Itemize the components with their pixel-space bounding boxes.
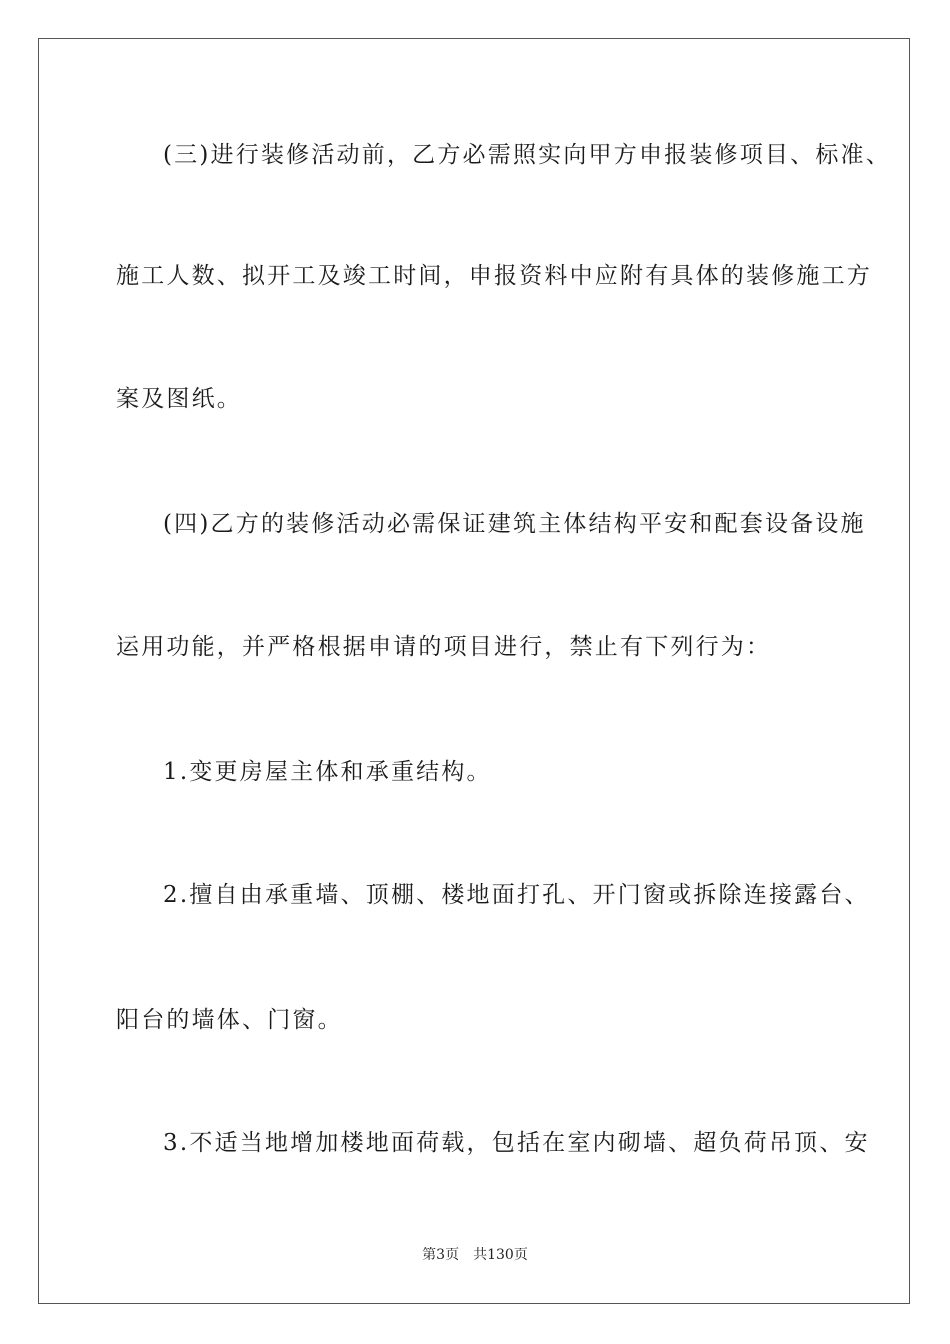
page-footer	[0, 1246, 950, 1264]
paragraph-line: 阳台的墙体、门窗。	[116, 1007, 343, 1033]
paragraph-line: 3.不适当地增加楼地面荷载，包括在室内砌墙、超负荷吊顶、安	[163, 1130, 870, 1156]
paragraph-line: 1.变更房屋主体和承重结构。	[163, 759, 492, 785]
paragraph-line: (四)乙方的装修活动必需保证建筑主体结构平安和配套设备设施	[163, 511, 866, 537]
paragraph-line: 运用功能，并严格根据申请的项目进行，禁止有下列行为：	[116, 634, 772, 660]
page-number: 第3页	[422, 1247, 460, 1263]
page-total: 共130页	[473, 1247, 528, 1263]
paragraph-line: 案及图纸。	[116, 386, 242, 412]
paragraph-line: (三)进行装修活动前，乙方必需照实向甲方申报装修项目、标准、	[163, 142, 891, 168]
paragraph-line: 施工人数、拟开工及竣工时间，申报资料中应附有具体的装修施工方	[116, 263, 872, 289]
page-border	[38, 38, 910, 1304]
paragraph-line: 2.擅自由承重墙、顶棚、楼地面打孔、开门窗或拆除连接露台、	[163, 882, 870, 908]
